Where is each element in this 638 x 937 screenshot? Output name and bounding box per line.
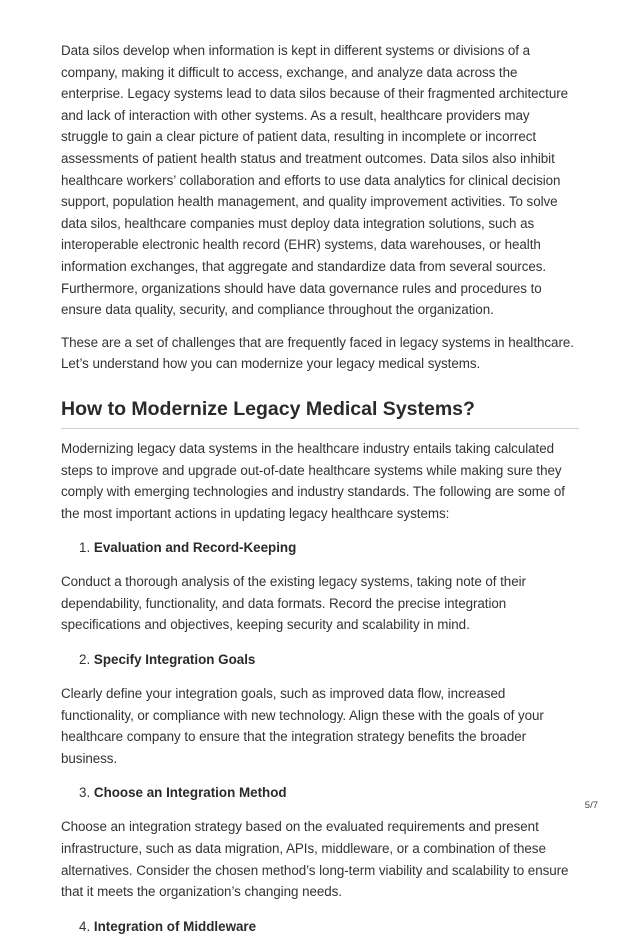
challenges-paragraph: These are a set of challenges that are frequently faced in legacy systems in healthcare. Let’s understand how you can modernize your legacy medical systems. (61, 334, 574, 372)
step-heading-2 (61, 649, 579, 670)
page-number: 5/7 (584, 800, 598, 811)
section-intro-paragraph: Modernizing legacy data systems in the healthcare industry entails taking calculated steps to improve and upgrade out-of-date healthcare systems while making sure they comply with emerging technologies and industry standards. The following are some of the most important actions in updating legacy healthcare systems: (61, 440, 565, 521)
step-heading-1 (61, 537, 579, 558)
step-title: Integration of Middleware (93, 918, 257, 934)
step-body-2: Clearly define your integration goals, such as improved data flow, increased functionality, or compliance with new technology. Align these with the goals of your healthcare company to ensure that the integration strategy benefits the broader business. (61, 686, 544, 766)
step-title: Specify Integration Goals (93, 652, 256, 668)
step-title: Choose an Integration Method (93, 785, 287, 801)
step-body-3: Choose an integration strategy based on the evaluated requirements and present infrastructure, such as data migration, APIs, middleware, or a combination of these alternatives. Consider the chosen method’s long-term viability and scalability to ensure that it meets the organization’s changing needs. (61, 819, 569, 900)
step-heading-4 (61, 916, 579, 937)
section-heading: How to Modernize Legacy Medical Systems? (61, 396, 579, 429)
document-page (61, 40, 579, 937)
step-number: 1. (79, 540, 91, 556)
step-number: 2. (79, 652, 91, 668)
step-number: 3. (79, 785, 91, 801)
step-body-1: Conduct a thorough analysis of the existing legacy systems, taking note of their dependability, functionality, and data formats. Record the precise integration specifications and objectives, keeping security and scalability in mind. (61, 574, 526, 633)
step-number: 4. (79, 918, 91, 934)
step-heading-3 (61, 782, 579, 803)
intro-paragraph: Data silos develop when information is kept in different systems or divisions of a company, making it difficult to access, exchange, and analyze data across the enterprise. Legacy systems lead to data silos because of their fragmented architecture and lack of interaction with other systems. As a result, healthcare providers may struggle to gain a clear picture of patient data, resulting in incomplete or incorrect assessments of patient health status and treatment outcomes. Data silos also inhibit healthcare workers’ collaboration and efforts to use data analytics for clinical decision support, population health management, and quality improvement activities. To solve data silos, healthcare companies must deploy data integration solutions, such as interoperable electronic health record (EHR) systems, data warehouses, or health information exchanges, that aggregate and standardize data from several sources. Furthermore, organizations should have data governance rules and procedures to ensure data quality, security, and compliance throughout the organization. (61, 43, 569, 318)
step-title: Evaluation and Record-Keeping (93, 540, 297, 556)
